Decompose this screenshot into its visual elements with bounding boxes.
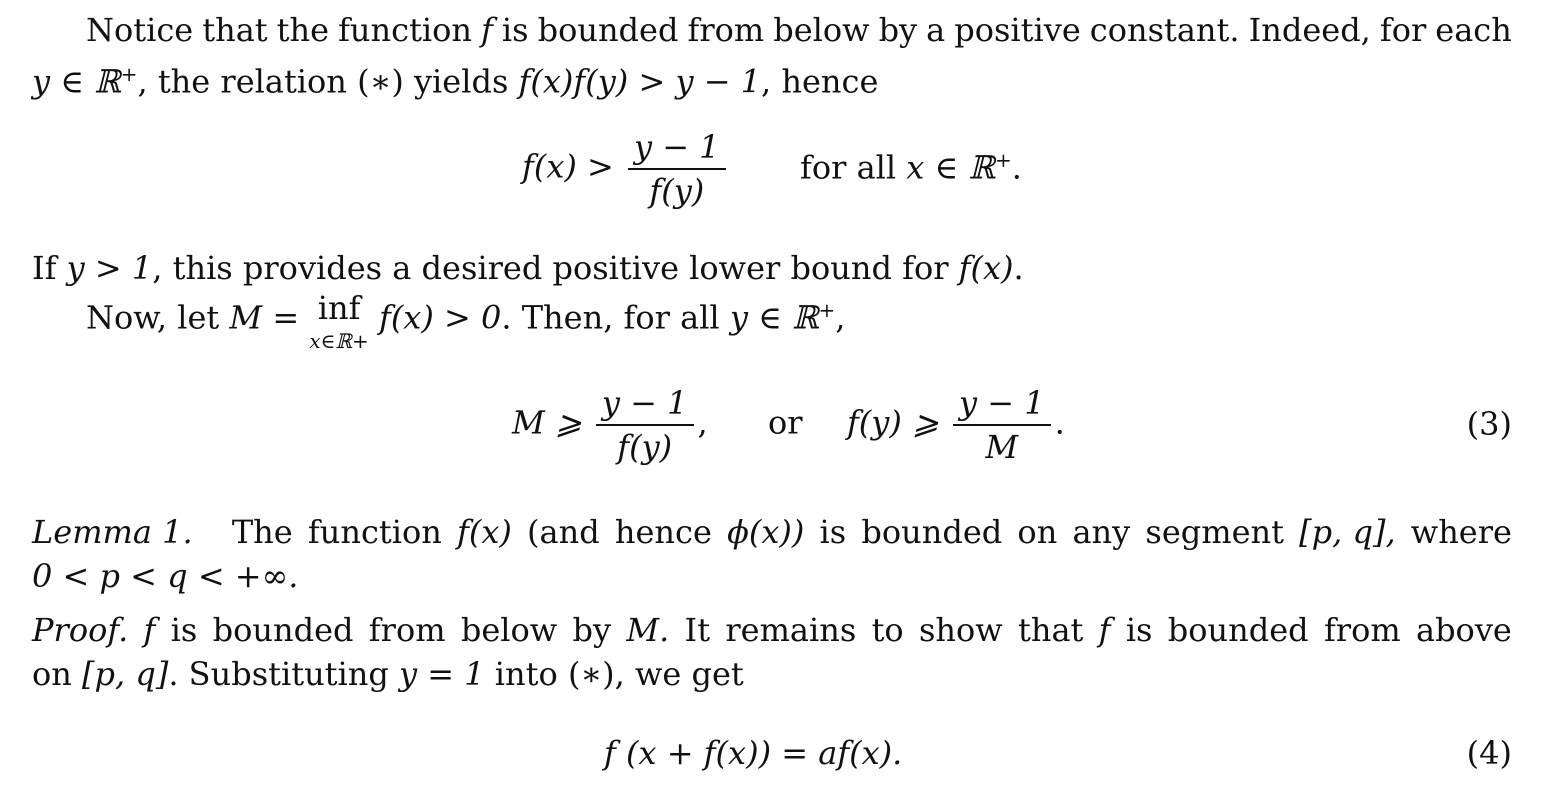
proof-line-2 <box>32 654 1512 694</box>
inf-label: inf <box>317 289 361 327</box>
word: above <box>1415 611 1512 649</box>
paragraph-1-line-2 <box>32 54 1512 102</box>
math-phi: ϕ(x)) <box>727 513 805 551</box>
condition-text: for all <box>800 148 907 187</box>
word: (and <box>527 513 600 551</box>
word: the <box>276 11 330 49</box>
comma: , <box>697 403 708 442</box>
math-inequality: f(x)f(y) > y − 1 <box>518 62 762 101</box>
equation-3 <box>512 384 1065 466</box>
infimum-operator <box>309 289 369 353</box>
word: is <box>501 11 529 49</box>
superscript-plus: + <box>818 298 836 322</box>
word: to <box>871 611 904 649</box>
word: bounded <box>212 611 354 649</box>
math-f: f <box>143 611 156 649</box>
equation-condition <box>800 148 1022 187</box>
math-f: f <box>1098 611 1111 649</box>
math-interval: [p, q], <box>1299 513 1396 551</box>
paragraph-1-line-1 <box>86 10 1512 50</box>
math-fx-gt-0: f(x) > 0 <box>378 298 502 337</box>
lemma-line-1 <box>32 512 1512 552</box>
period: . <box>1054 403 1065 442</box>
text-segment: , this provides a desired positive lower bound for <box>152 249 959 287</box>
word: bounded <box>1167 611 1309 649</box>
lemma-label: Lemma 1. <box>32 513 193 551</box>
or-word: or <box>768 403 803 442</box>
math-f: f <box>481 11 493 49</box>
word: from <box>368 611 446 649</box>
fraction-denominator: f(y) <box>649 172 705 210</box>
math-m-equals: M = <box>229 298 300 337</box>
paragraph-2-line-1 <box>32 248 1512 288</box>
word: It <box>684 611 711 649</box>
math-y-in-r: y ∈ ℝ <box>32 62 121 101</box>
equation-lhs-1: M ⩾ <box>512 403 582 442</box>
word: that <box>202 11 268 49</box>
fraction-numerator: y − 1 <box>628 128 726 170</box>
text-segment: . Then, for all <box>501 298 730 337</box>
equation-lhs: f(x) > <box>522 147 614 186</box>
fraction-2 <box>953 384 1051 466</box>
word: is <box>1125 611 1153 649</box>
text-segment: into (∗), we get <box>484 655 744 693</box>
fraction-denominator: f(y) <box>617 428 673 466</box>
word: for <box>1379 11 1427 49</box>
math-fx: f(x) <box>457 513 512 551</box>
equation-number-3: (3) <box>1466 405 1512 443</box>
period: . <box>1013 249 1024 287</box>
word: from <box>687 11 765 49</box>
paragraph-2-line-2 <box>86 289 1512 353</box>
word: is <box>170 611 198 649</box>
word: remains <box>725 611 857 649</box>
word: Notice <box>86 11 194 49</box>
word: function <box>338 11 473 49</box>
word: The <box>231 513 293 551</box>
text-segment: on <box>32 655 83 693</box>
math-y-equals-1: y = 1 <box>399 655 485 693</box>
text-segment: . Substituting <box>168 655 400 693</box>
proof-line-1 <box>32 610 1512 650</box>
math-interval: [p, q] <box>82 655 169 693</box>
superscript-plus: + <box>994 148 1012 172</box>
word: below <box>460 611 558 649</box>
word: function <box>307 513 442 551</box>
word: is <box>819 513 847 551</box>
word: that <box>1017 611 1084 649</box>
superscript-plus: + <box>120 62 138 86</box>
word: bounded <box>537 11 679 49</box>
word: Indeed, <box>1248 11 1371 49</box>
word: segment <box>1145 513 1284 551</box>
comma: , <box>835 298 846 337</box>
word: positive <box>954 11 1081 49</box>
fraction-numerator: y − 1 <box>953 384 1051 426</box>
text-segment: If <box>32 249 67 287</box>
word: from <box>1323 611 1401 649</box>
word: a <box>926 11 946 49</box>
word: where <box>1410 513 1512 551</box>
text-segment: Now, let <box>86 298 230 337</box>
word: by <box>878 11 918 49</box>
word: hence <box>614 513 712 551</box>
word: by <box>572 611 612 649</box>
equation-number-4: (4) <box>1466 734 1512 772</box>
word: bounded <box>861 513 1003 551</box>
word: any <box>1072 513 1131 551</box>
equation-lower-bound <box>522 128 730 210</box>
text-segment: , the relation (∗) yields <box>137 62 519 101</box>
inf-subscript: x∈ℝ+ <box>309 329 369 353</box>
word: below <box>773 11 870 49</box>
math-y-gt-1: y > 1 <box>66 249 153 287</box>
word: show <box>918 611 1003 649</box>
fraction-numerator: y − 1 <box>596 384 694 426</box>
math-m: M. <box>626 611 670 649</box>
math-fx: f(x) <box>958 249 1014 287</box>
math-y-in-r: y ∈ ℝ <box>729 298 819 337</box>
fraction-denominator: M <box>985 428 1019 466</box>
fraction-1 <box>596 384 694 466</box>
equation-lhs-2: f(y) ⩾ <box>846 403 939 442</box>
equation-4: f (x + f(x)) = af(x). <box>604 734 903 772</box>
lemma-line-2: 0 < p < q < +∞. <box>32 557 299 595</box>
text-segment: , hence <box>761 62 879 101</box>
proof-label: Proof. <box>32 611 129 649</box>
word: constant. <box>1089 11 1240 49</box>
word: each <box>1435 11 1512 49</box>
period: . <box>1011 148 1022 187</box>
word: on <box>1017 513 1058 551</box>
fraction <box>628 128 726 210</box>
condition-math: x ∈ ℝ <box>906 148 995 187</box>
